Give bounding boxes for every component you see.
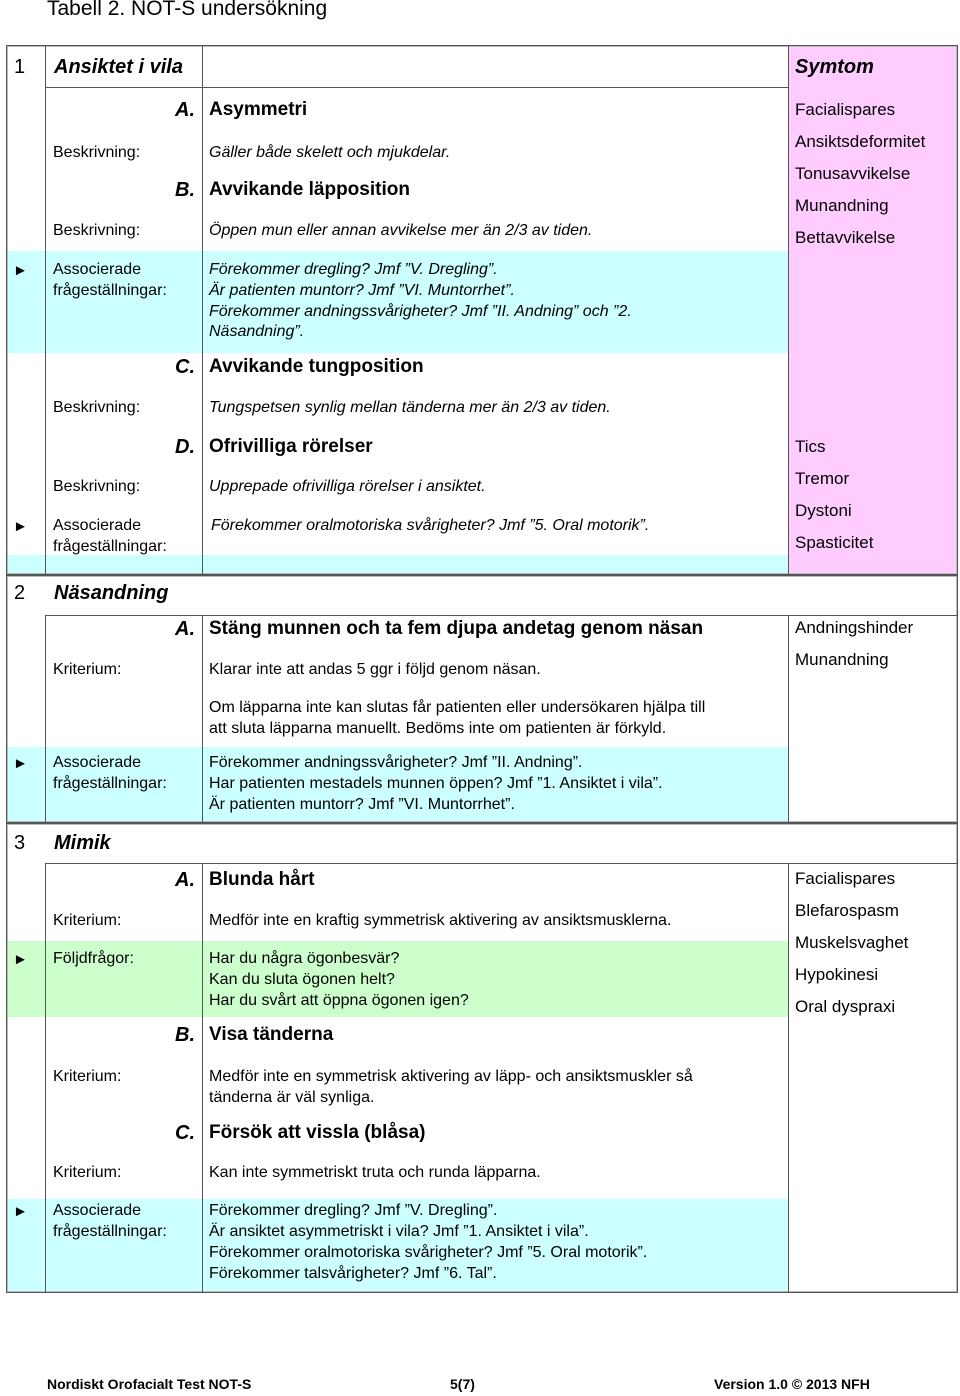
section-3-title: Mimik [54,832,111,854]
item-heading-1d: Ofrivilliga rörelser [209,436,373,457]
arrow-marker: ► [13,262,28,279]
assoc-label-4a: Associerade [53,1202,142,1219]
crit-label-2a: Kriterium: [53,661,122,678]
symptom-item: Andningshinder [795,618,914,637]
symtom-header: Symtom [795,56,874,78]
item-letter-1b: B. [175,179,195,201]
page-title: Tabell 2. NOT-S undersökning [47,0,328,20]
assoc-line: Är patienten muntorr? Jmf ”VI. Muntorrhet”. [209,796,515,813]
symptom-item: Tonusavvikelse [795,164,911,183]
symptom-list-1 [795,94,925,254]
footer-version: Version 1.0 © 2013 NFH [714,1376,870,1392]
symptom-list-4 [795,863,908,1023]
symptom-item: Tics [795,437,826,456]
symptom-item: Munandning [795,650,889,669]
item-heading-1c: Avvikande tungposition [209,356,424,377]
note-line: Om läpparna inte kan slutas får patienten eller undersökaren hjälpa till [209,699,706,716]
footer-left: Nordiskt Orofacialt Test NOT-S [47,1376,252,1392]
assoc-line: Förekommer dregling? Jmf ”V. Dregling”. [209,261,498,278]
item-heading-2a: Stäng munnen och ta fem djupa andetag genom näsan [209,618,704,639]
item-letter-1c: C. [175,356,195,378]
symptom-item: Facialispares [795,869,896,888]
assoc-label-2a: Associerade [53,517,142,534]
assoc-line: Har patienten mestadels munnen öppen? Jmf ”1. Ansiktet i vila”. [209,775,663,792]
symptom-item: Oral dyspraxi [795,997,896,1016]
crit-text-3b: Medför inte en symmetrisk aktivering av läpp- och ansiktsmuskler så [209,1068,693,1085]
assoc-line: Förekommer oralmotoriska svårigheter? Jmf ”5. Oral motorik”. [209,1244,648,1261]
item-letter-3b: B. [175,1024,195,1046]
symptom-item: Ansiktsdeformitet [795,132,926,151]
item-heading-1b: Avvikande läpposition [209,179,410,200]
section-1-title: Ansiktet i vila [54,56,183,78]
crit-text-2a: Klarar inte att andas 5 ggr i följd genom näsan. [209,661,541,678]
crit-text-3b: tänderna är väl synliga. [209,1089,375,1106]
symptom-item: Tremor [795,469,850,488]
crit-label-3c: Kriterium: [53,1164,122,1181]
crit-text-3a: Medför inte en kraftig symmetrisk aktivering av ansiktsmusklerna. [209,912,672,929]
symptom-item: Blefarospasm [795,901,899,920]
assoc-line: Förekommer andningssvårigheter? Jmf ”II. Andning” och ”2. [209,303,632,320]
symptom-list-3 [795,612,913,676]
desc-label-1a: Beskrivning: [53,144,141,161]
desc-text-1c: Tungspetsen synlig mellan tänderna mer än 2/3 av tiden. [209,399,611,416]
item-letter-3c: C. [175,1122,195,1144]
assoc-line: Förekommer talsvårigheter? Jmf ”6. Tal”. [209,1265,497,1282]
item-letter-2a: A. [175,618,195,640]
crit-text-3c: Kan inte symmetriskt truta och runda läpparna. [209,1164,541,1181]
item-letter-1d: D. [175,436,195,458]
assoc-label-1a: Associerade [53,261,142,278]
item-heading-3a: Blunda hårt [209,869,315,890]
assoc-line: Förekommer andningssvårigheter? Jmf ”II. Andning”. [209,754,583,771]
symptom-list-2 [795,431,873,559]
symptom-item: Hypokinesi [795,965,879,984]
symptom-item: Spasticitet [795,533,874,552]
symptom-item: Muskelsvaghet [795,933,909,952]
section-2-number: 2 [14,582,26,604]
crit-label-3b: Kriterium: [53,1068,122,1085]
assoc-label-1b: frågeställningar: [53,282,167,299]
desc-label-1b: Beskrivning: [53,222,141,239]
section-3-number: 3 [14,832,26,854]
item-heading-1a: Asymmetri [209,99,308,120]
follow-line: Har du några ögonbesvär? [209,950,400,967]
arrow-marker: ► [13,1203,28,1220]
assoc-label-3b: frågeställningar: [53,775,167,792]
desc-label-1d: Beskrivning: [53,478,141,495]
assoc-label-3a: Associerade [53,754,142,771]
assoc-label-2b: frågeställningar: [53,538,167,555]
assoc-line: Förekommer dregling? Jmf ”V. Dregling”. [209,1202,498,1219]
item-letter-3a: A. [175,869,195,891]
note-line: att sluta läpparna manuellt. Bedöms inte om patienten är förkyld. [209,720,667,737]
item-heading-3c: Försök att vissla (blåsa) [209,1122,426,1143]
assoc-line: Är ansiktet asymmetriskt i vila? Jmf ”1. Ansiktet i vila”. [209,1223,589,1240]
follow-line: Har du svårt att öppna ögonen igen? [209,992,469,1009]
follow-label: Följdfrågor: [53,950,134,967]
item-heading-3b: Visa tänderna [209,1024,334,1045]
desc-label-1c: Beskrivning: [53,399,141,416]
assoc-line: Är patienten muntorr? Jmf ”VI. Muntorrhet”. [209,282,515,299]
assoc-line: Förekommer oralmotoriska svårigheter? Jmf ”5. Oral motorik”. [211,517,650,534]
assoc-label-4b: frågeställningar: [53,1223,167,1240]
crit-label-3a: Kriterium: [53,912,122,929]
section-1-number: 1 [14,56,26,78]
symptom-item: Facialispares [795,100,896,119]
desc-text-1d: Upprepade ofrivilliga rörelser i ansiktet. [209,478,486,495]
symptom-item: Munandning [795,196,889,215]
section-2-title: Näsandning [54,582,169,604]
item-letter-1a: A. [175,99,195,121]
desc-text-1b: Öppen mun eller annan avvikelse mer än 2/3 av tiden. [209,222,593,239]
arrow-marker: ► [13,518,28,535]
footer-page-number: 5(7) [450,1376,475,1392]
symptom-item: Dystoni [795,501,852,520]
follow-line: Kan du sluta ögonen helt? [209,971,395,988]
assoc-line: Näsandning”. [209,323,305,340]
symptom-item: Bettavvikelse [795,228,896,247]
desc-text-1a: Gäller både skelett och mjukdelar. [209,144,451,161]
arrow-marker: ► [13,755,28,772]
arrow-marker: ► [13,951,28,968]
